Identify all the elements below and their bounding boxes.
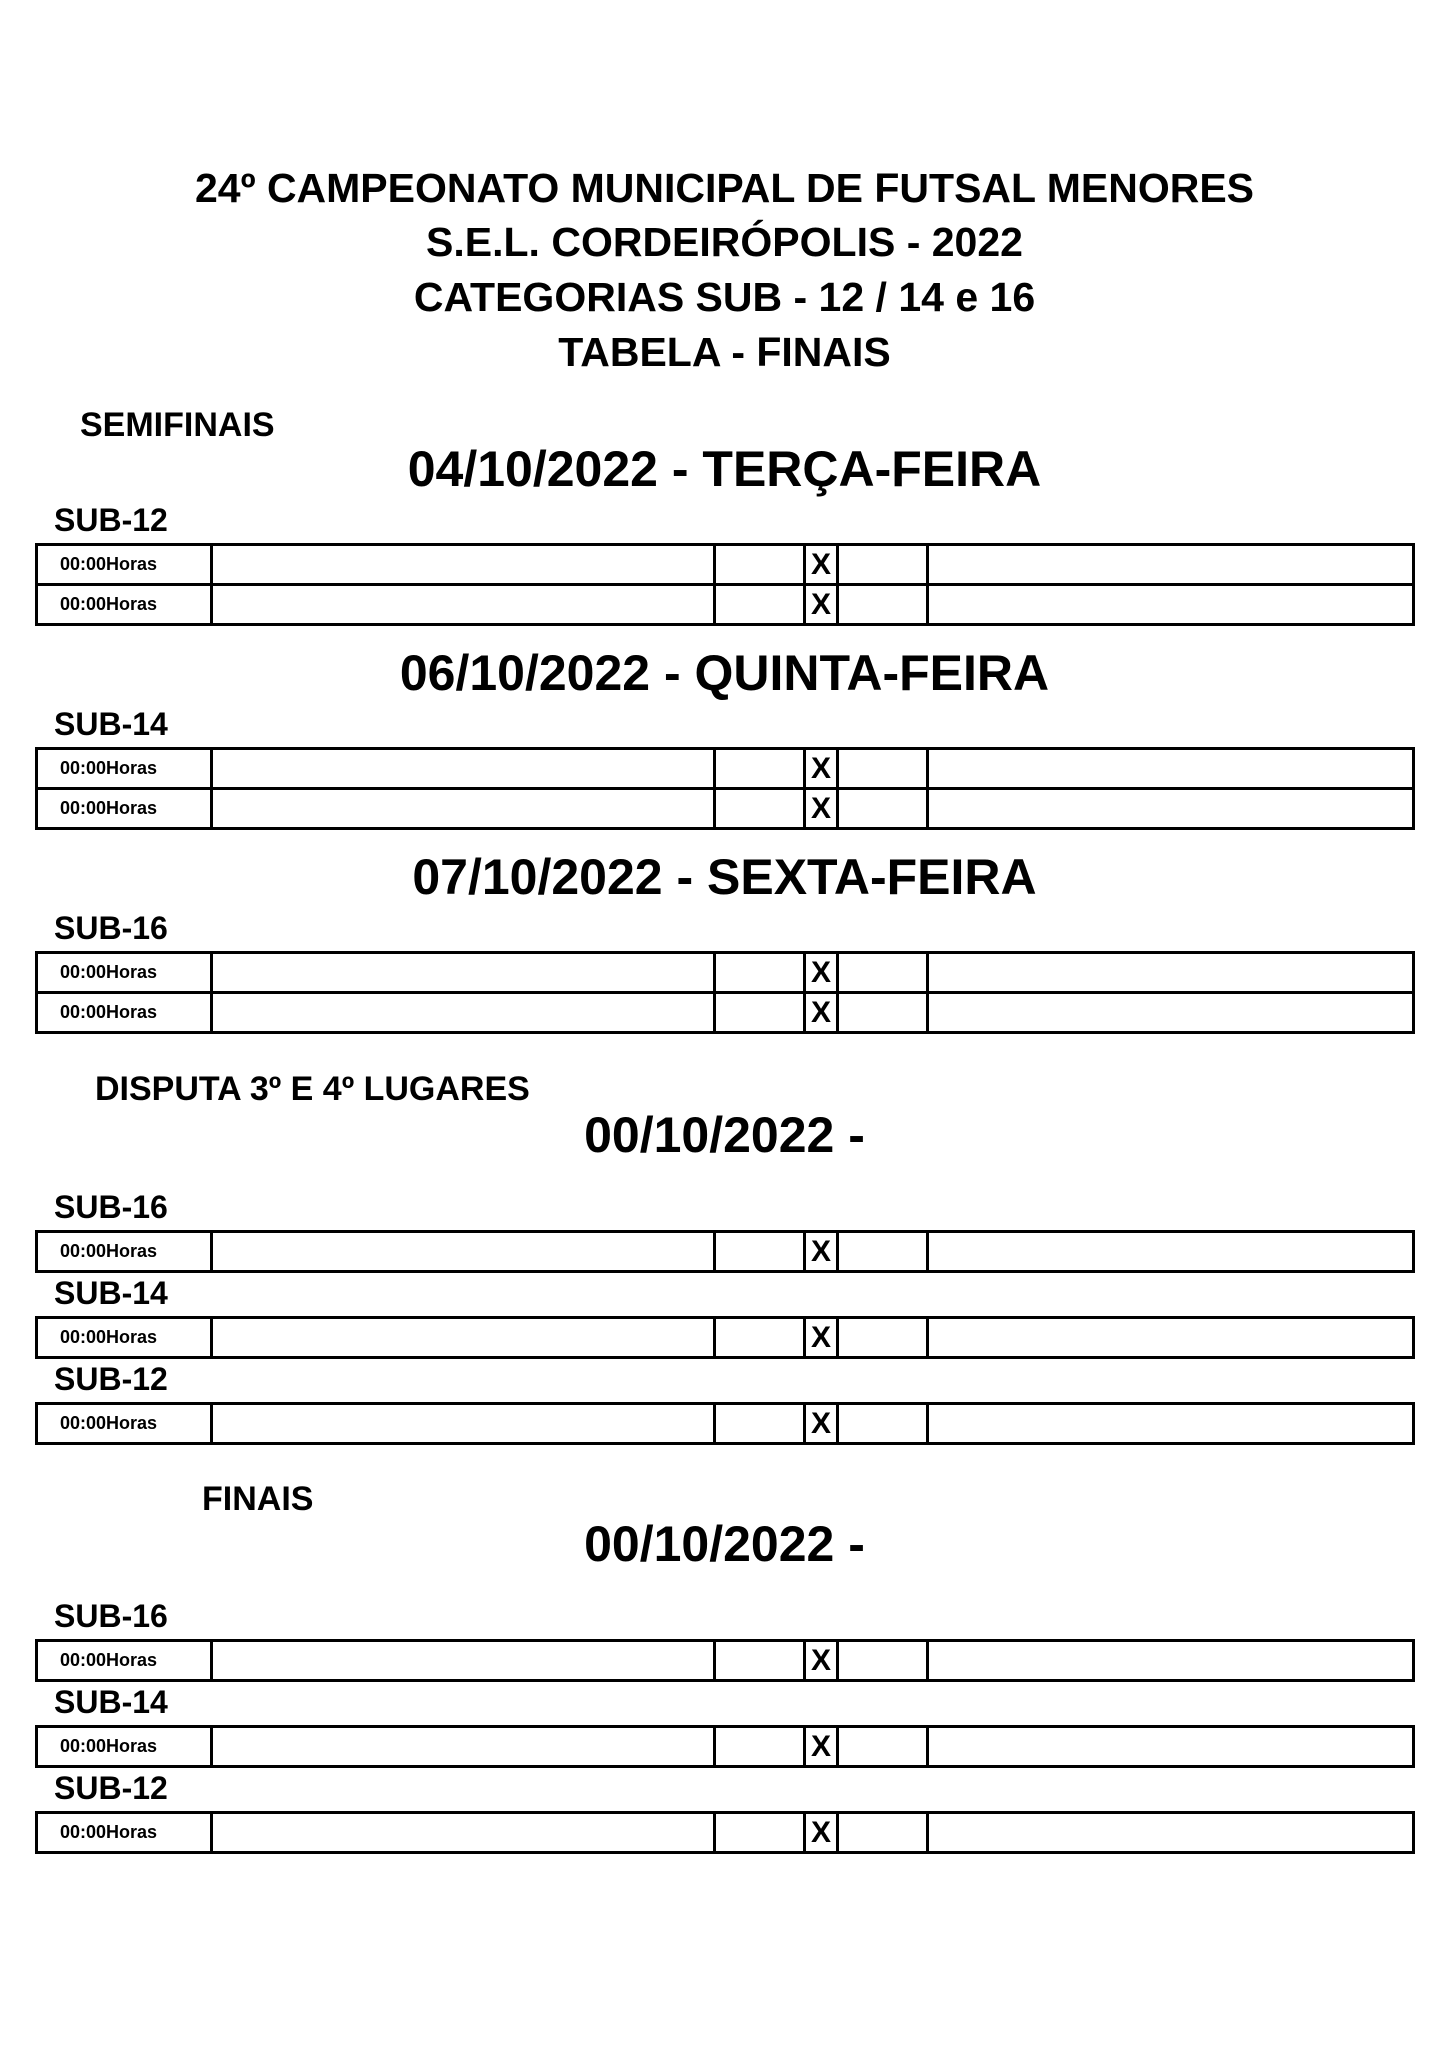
away-team-cell — [928, 789, 1414, 829]
games-table — [35, 951, 1415, 1034]
away-team-cell — [928, 1404, 1414, 1444]
date-heading: 00/10/2022 - — [584, 1516, 865, 1572]
home-team-cell — [212, 1404, 715, 1444]
games-table — [35, 1230, 1415, 1273]
section-disputa: DISPUTA 3º E 4º LUGARES — [95, 1070, 530, 1108]
home-score-cell — [715, 789, 805, 829]
game-row — [37, 1318, 1414, 1358]
game-time: 00:00Horas — [37, 1318, 212, 1358]
away-score-cell — [838, 749, 928, 789]
game-row — [37, 1727, 1414, 1767]
away-team-cell — [928, 1813, 1414, 1853]
away-score-cell — [838, 1727, 928, 1767]
versus-mark: X — [805, 1641, 838, 1681]
header-title-line3: CATEGORIAS SUB - 12 / 14 e 16 — [413, 274, 1036, 320]
section-semifinais: SEMIFINAIS — [80, 406, 275, 444]
home-score-cell — [715, 585, 805, 625]
away-score-cell — [838, 1813, 928, 1853]
home-score-cell — [715, 953, 805, 993]
home-score-cell — [715, 1404, 805, 1444]
versus-mark: X — [805, 1232, 838, 1272]
versus-mark: X — [805, 1727, 838, 1767]
header-title-line2: S.E.L. CORDEIRÓPOLIS - 2022 — [426, 219, 1023, 265]
away-team-cell — [928, 749, 1414, 789]
versus-mark: X — [805, 789, 838, 829]
date-heading: 04/10/2022 - TERÇA-FEIRA — [407, 441, 1042, 497]
game-row — [37, 953, 1414, 993]
away-team-cell — [928, 953, 1414, 993]
games-table — [35, 1725, 1415, 1768]
away-score-cell — [838, 585, 928, 625]
game-time: 00:00Horas — [37, 1404, 212, 1444]
home-team-cell — [212, 1727, 715, 1767]
versus-mark: X — [805, 749, 838, 789]
game-time: 00:00Horas — [37, 585, 212, 625]
away-team-cell — [928, 585, 1414, 625]
away-score-cell — [838, 993, 928, 1033]
home-team-cell — [212, 545, 715, 585]
home-team-cell — [212, 1318, 715, 1358]
category-label: SUB-16 — [54, 910, 168, 946]
section-finais: FINAIS — [202, 1480, 314, 1518]
game-row — [37, 789, 1414, 829]
game-time: 00:00Horas — [37, 1232, 212, 1272]
away-score-cell — [838, 953, 928, 993]
home-score-cell — [715, 749, 805, 789]
versus-mark: X — [805, 953, 838, 993]
versus-mark: X — [805, 1318, 838, 1358]
date-heading: 06/10/2022 - QUINTA-FEIRA — [399, 645, 1050, 701]
home-score-cell — [715, 1727, 805, 1767]
header-title-line4: TABELA - FINAIS — [558, 329, 891, 375]
game-time: 00:00Horas — [37, 993, 212, 1033]
versus-mark: X — [805, 585, 838, 625]
away-team-cell — [928, 1232, 1414, 1272]
game-time: 00:00Horas — [37, 953, 212, 993]
home-team-cell — [212, 1641, 715, 1681]
game-row — [37, 1641, 1414, 1681]
versus-mark: X — [805, 993, 838, 1033]
category-label: SUB-14 — [54, 706, 168, 742]
category-label: SUB-12 — [54, 1361, 168, 1397]
game-row — [37, 545, 1414, 585]
away-team-cell — [928, 545, 1414, 585]
games-table — [35, 1402, 1415, 1445]
games-table — [35, 1639, 1415, 1682]
category-label: SUB-12 — [54, 502, 168, 538]
games-table — [35, 747, 1415, 830]
game-row — [37, 993, 1414, 1033]
game-time: 00:00Horas — [37, 1727, 212, 1767]
home-score-cell — [715, 1641, 805, 1681]
game-time: 00:00Horas — [37, 545, 212, 585]
versus-mark: X — [805, 545, 838, 585]
away-team-cell — [928, 1318, 1414, 1358]
home-score-cell — [715, 1232, 805, 1272]
game-time: 00:00Horas — [37, 1813, 212, 1853]
game-time: 00:00Horas — [37, 789, 212, 829]
away-score-cell — [838, 1641, 928, 1681]
home-team-cell — [212, 1813, 715, 1853]
game-row — [37, 1232, 1414, 1272]
game-row — [37, 1813, 1414, 1853]
category-label: SUB-14 — [54, 1275, 168, 1311]
home-team-cell — [212, 789, 715, 829]
home-team-cell — [212, 1232, 715, 1272]
game-row — [37, 1404, 1414, 1444]
category-label: SUB-16 — [54, 1189, 168, 1225]
away-team-cell — [928, 1727, 1414, 1767]
games-table — [35, 543, 1415, 626]
home-score-cell — [715, 1318, 805, 1358]
games-table — [35, 1811, 1415, 1854]
home-score-cell — [715, 545, 805, 585]
category-label: SUB-16 — [54, 1598, 168, 1634]
home-score-cell — [715, 993, 805, 1033]
away-score-cell — [838, 1404, 928, 1444]
category-label: SUB-14 — [54, 1684, 168, 1720]
versus-mark: X — [805, 1404, 838, 1444]
game-time: 00:00Horas — [37, 1641, 212, 1681]
date-heading: 07/10/2022 - SEXTA-FEIRA — [412, 849, 1037, 905]
header-title-line1: 24º CAMPEONATO MUNICIPAL DE FUTSAL MENORES — [194, 165, 1255, 211]
home-team-cell — [212, 749, 715, 789]
away-score-cell — [838, 1232, 928, 1272]
away-team-cell — [928, 993, 1414, 1033]
versus-mark: X — [805, 1813, 838, 1853]
away-score-cell — [838, 789, 928, 829]
home-team-cell — [212, 585, 715, 625]
home-team-cell — [212, 993, 715, 1033]
away-score-cell — [838, 545, 928, 585]
away-team-cell — [928, 1641, 1414, 1681]
game-time: 00:00Horas — [37, 749, 212, 789]
away-score-cell — [838, 1318, 928, 1358]
game-row — [37, 749, 1414, 789]
home-team-cell — [212, 953, 715, 993]
game-row — [37, 585, 1414, 625]
category-label: SUB-12 — [54, 1770, 168, 1806]
home-score-cell — [715, 1813, 805, 1853]
date-heading: 00/10/2022 - — [584, 1107, 865, 1163]
games-table — [35, 1316, 1415, 1359]
